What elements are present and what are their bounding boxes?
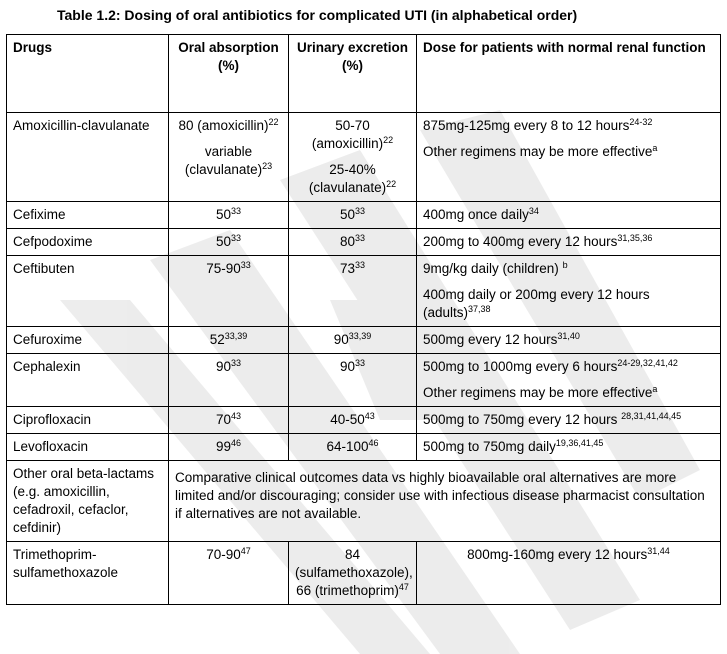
- table-row-trimethoprim: [7, 542, 721, 605]
- cell-paragraph: 200mg to 400mg every 12 hours$^{31,35,36}$: [423, 233, 653, 249]
- cell-paragraph: 50-70 (amoxicillin)$^{22}$: [311, 118, 394, 151]
- oral-absorption-value: [169, 113, 289, 202]
- cell-paragraph: $50^{33}$: [215, 206, 242, 222]
- cell-paragraph: Other regimens may be more effective$^a$: [423, 384, 658, 400]
- dose-value: 800mg-160mg every 12 hours$^{31,44}$: [417, 542, 721, 605]
- cell-paragraph: 25-40% (clavulanate)$^{22}$: [308, 162, 397, 195]
- urinary-excretion-value: [289, 327, 417, 354]
- urinary-excretion-value: [289, 229, 417, 256]
- table-row: [7, 354, 721, 407]
- table-row: [7, 434, 721, 461]
- dose-value: [417, 434, 721, 461]
- dose-value: [417, 407, 721, 434]
- header-oral-absorption: Oral absorption (%): [169, 35, 289, 113]
- drug-name: Cefuroxime: [7, 327, 169, 354]
- table-row: [7, 407, 721, 434]
- urinary-excretion-value: [289, 256, 417, 327]
- cell-paragraph: 400mg daily or 200mg every 12 hours (adults)$^{37,38}$: [423, 287, 650, 320]
- drug-name: Ceftibuten: [7, 256, 169, 327]
- cell-paragraph: $50^{33}$: [339, 206, 366, 222]
- cell-paragraph: 500mg to 750mg every 12 hours $^{28,31,41,44,45}$: [423, 411, 682, 427]
- table-row: [7, 327, 721, 354]
- drug-name: Trimethoprim-sulfamethoxazole: [7, 542, 169, 605]
- cell-paragraph: 400mg once daily$^{34}$: [423, 206, 539, 222]
- table-row: [7, 202, 721, 229]
- table-row-other-beta-lactams: [7, 461, 721, 542]
- dose-value: [417, 327, 721, 354]
- table-row: [7, 113, 721, 202]
- cell-paragraph: $99^{46}$: [215, 438, 242, 454]
- header-row: [7, 35, 721, 113]
- header-drugs: Drugs: [7, 35, 169, 113]
- cell-paragraph: 500mg to 750mg daily$^{19,36,41,45}$: [423, 438, 604, 454]
- urinary-excretion-value: [289, 407, 417, 434]
- header-dose: Dose for patients with normal renal function: [417, 35, 721, 113]
- oral-absorption-value: [169, 354, 289, 407]
- urinary-excretion-value: [289, 434, 417, 461]
- cell-paragraph: variable (clavulanate)$^{23}$: [184, 144, 273, 177]
- cell-paragraph: $70^{43}$: [215, 411, 242, 427]
- cell-paragraph: $64-100^{46}$: [326, 438, 379, 454]
- cell-paragraph: $73^{33}$: [339, 260, 366, 276]
- oral-absorption-value: [169, 229, 289, 256]
- header-urinary-excretion: Urinary excretion (%): [289, 35, 417, 113]
- urinary-excretion-value: [289, 113, 417, 202]
- urinary-excretion-value: 84 (sulfamethoxazole), 66 (trimethoprim)$^{47}$: [289, 542, 417, 605]
- cell-paragraph: $90^{33}$: [339, 358, 366, 374]
- oral-absorption-value: [169, 202, 289, 229]
- drug-name: Cefixime: [7, 202, 169, 229]
- comparative-note: Comparative clinical outcomes data vs highly bioavailable oral alternatives are more limited and/or discouraging; consider use with infectious disease pharmacist consultation if alternatives are not available.: [169, 461, 721, 542]
- cell-paragraph: 52$^{33,39}$: [209, 331, 248, 347]
- dose-value: [417, 256, 721, 327]
- cell-paragraph: 9mg/kg daily (children) $^b$: [423, 260, 568, 276]
- dose-value: [417, 354, 721, 407]
- cell-paragraph: 500mg every 12 hours$^{31,40}$: [423, 331, 580, 347]
- oral-absorption-value: [169, 407, 289, 434]
- drug-name: Amoxicillin-clavulanate: [7, 113, 169, 202]
- drug-name: Other oral beta-lactams (e.g. amoxicillin, cefadroxil, cefaclor, cefdinir): [7, 461, 169, 542]
- table-row: [7, 256, 721, 327]
- drug-name: Cephalexin: [7, 354, 169, 407]
- table-body: [7, 113, 721, 605]
- cell-paragraph: 875mg-125mg every 8 to 12 hours$^{24-32}$: [423, 117, 653, 133]
- antibiotic-dosing-table: [6, 34, 721, 605]
- cell-paragraph: 90$^{33,39}$: [333, 331, 372, 347]
- urinary-excretion-value: [289, 202, 417, 229]
- table-caption: Table 1.2: Dosing of oral antibiotics for complicated UTI (in alphabetical order): [57, 7, 578, 23]
- urinary-excretion-value: [289, 354, 417, 407]
- dose-value: [417, 229, 721, 256]
- dose-value: [417, 202, 721, 229]
- cell-paragraph: $90^{33}$: [215, 358, 242, 374]
- cell-paragraph: $40-50^{43}$: [330, 411, 375, 427]
- oral-absorption-value: [169, 434, 289, 461]
- dose-value: [417, 113, 721, 202]
- table-row: [7, 229, 721, 256]
- cell-paragraph: $50^{33}$: [215, 233, 242, 249]
- drug-name: Cefpodoxime: [7, 229, 169, 256]
- oral-absorption-value: $70-90^{47}$: [169, 542, 289, 605]
- cell-paragraph: 500mg to 1000mg every 6 hours$^{24-29,32,41,42}$: [423, 358, 678, 374]
- cell-paragraph: Other regimens may be more effective$^a$: [423, 143, 658, 159]
- drug-name: Levofloxacin: [7, 434, 169, 461]
- oral-absorption-value: [169, 256, 289, 327]
- drug-name: Ciprofloxacin: [7, 407, 169, 434]
- cell-paragraph: $80^{33}$: [339, 233, 366, 249]
- oral-absorption-value: [169, 327, 289, 354]
- cell-paragraph: $75-90^{33}$: [206, 260, 251, 276]
- cell-paragraph: 80 (amoxicillin)$^{22}$: [178, 117, 279, 133]
